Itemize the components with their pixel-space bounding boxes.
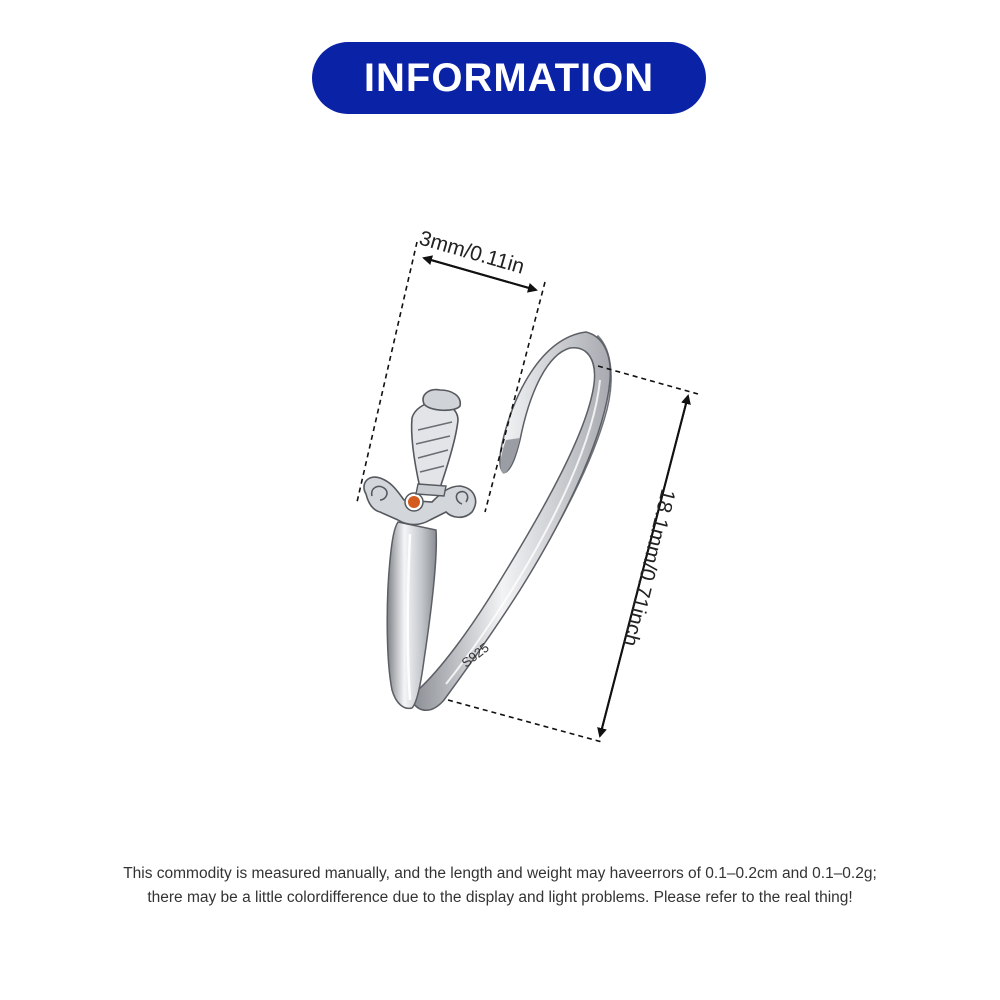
width-label: 3mm/0.11in (416, 226, 527, 279)
height-label: 18.1mm/0.71inch (618, 486, 680, 649)
disclaimer-line-2: there may be a little colordifference due to the display and light problems. Please refer to the real thing! (147, 889, 853, 906)
gem-stone (408, 496, 420, 508)
disclaimer-line-1: This commodity is measured manually, and the length and weight may haveerrors of 0.1–0.2cm and 0.1–0.2g; (123, 865, 877, 882)
header-title: INFORMATION (363, 55, 655, 100)
ring-image (364, 332, 611, 710)
width-dimension (357, 227, 545, 512)
height-dimension (448, 366, 698, 742)
disclaimer (0, 862, 1000, 910)
s925-stamp: S925 (458, 639, 492, 671)
